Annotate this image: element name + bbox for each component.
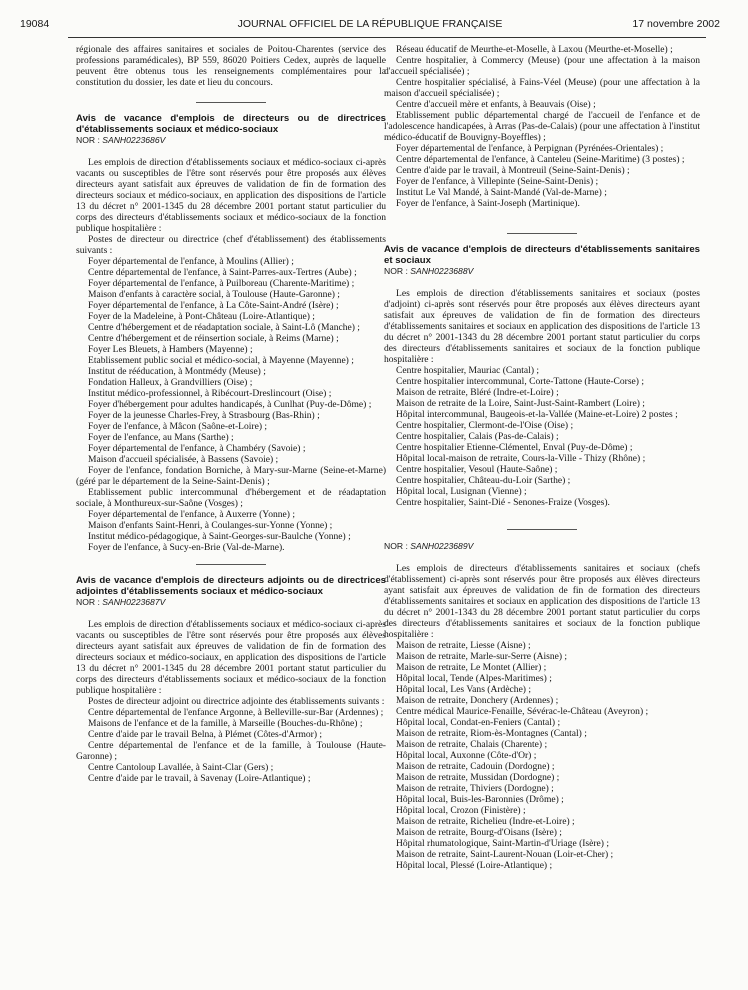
list-item: Hôpital local, Lusignan (Vienne) ; (396, 486, 527, 497)
list-item: Hôpital intercommunal, Baugeois-et-la-Vallée (Maine-et-Loire) 2 postes ; (396, 409, 678, 420)
notice-title: Avis de vacance d'emplois de directeurs d'établissements sanitaires et sociaux (384, 244, 700, 266)
list-item: Etablissement public intercommunal d'hébergement et de réadaptation sociale, à Monthureux-sur-Saône (Vosges) ; (76, 487, 386, 509)
list-item: Hôpital local, Les Vans (Ardèche) ; (396, 684, 532, 695)
list-item: Maison d'enfants à caractère social, à Toulouse (Haute-Garonne) ; (88, 289, 340, 300)
list-item: Foyer Les Bleuets, à Hambers (Mayenne) ; (88, 344, 253, 355)
list-item: Institut Le Val Mandé, à Saint-Mandé (Val-de-Marne) ; (396, 187, 607, 198)
list-item: Centre hospitalier spécialisé, à Fains-Véel (Meuse) (pour une affectation à la maison d'accueil spécialisée) ; (384, 77, 700, 99)
establishment-list (384, 44, 700, 209)
list-item: Centre d'hébergement et de réadaptation sociale, à Saint-Lô (Manche) ; (88, 322, 360, 333)
list-item: Hôpital local, Plessé (Loire-Atlantique) ; (396, 860, 553, 871)
list-item: Foyer de la Madeleine, à Pont-Château (Loire-Atlantique) ; (88, 311, 315, 322)
list-item: Maison de retraite, Richelieu (Indre-et-Loire) ; (396, 816, 575, 827)
list-item: Hôpital local-maison de retraite, Cours-la-Ville - Thizy (Rhône) ; (396, 453, 646, 464)
right-column (384, 44, 700, 871)
list-item: Centre médical Maurice-Fenaille, Sévérac-le-Château (Aveyron) ; (396, 706, 649, 717)
list-item: Institut de rééducation, à Montmédy (Meuse) ; (88, 366, 266, 377)
notice-body: Les emplois de direction d'établissements sanitaires et sociaux (postes d'adjoint) ci-après sont réservés pour être proposés aux élèves directeurs ayant satisfait aux épreuves de validation de fin de formation des directeurs d'établissements sanitaires et sociaux en application des dispositions de l'article 13 du décret n° 2001-1343 du 28 décembre 2001 portant statut particulier du corps des directeurs d'établissements sanitaires et sociaux de la fonction publique hospitalière : (384, 288, 700, 365)
list-item: Hôpital local, Condat-en-Feniers (Cantal) ; (396, 717, 561, 728)
nor-reference (76, 135, 386, 146)
list-item: Maisons de l'enfance et de la famille, à Marseille (Bouches-du-Rhône) ; (88, 718, 363, 729)
nor-code: SANH0223689V (410, 541, 474, 551)
list-item: Maison d'enfants Saint-Henri, à Coulanges-sur-Yonne (Yonne) ; (88, 520, 333, 531)
list-item: Maison de retraite, Thiviers (Dordogne) ; (396, 783, 554, 794)
list-item: Foyer départemental de l'enfance, à Chambéry (Savoie) ; (88, 443, 306, 454)
establishment-list (384, 640, 700, 871)
list-item: Centre d'hébergement et de réinsertion sociale, à Reims (Marne) ; (88, 333, 339, 344)
nor-label: NOR : (76, 597, 100, 607)
list-item: Centre d'aide par le travail, à Savenay (Loire-Atlantique) ; (88, 773, 311, 784)
list-item: Foyer de l'enfance, à Sucy-en-Brie (Val-de-Marne). (88, 542, 285, 553)
list-item: Maison de retraite, Cadouin (Dordogne) ; (396, 761, 555, 772)
nor-reference (384, 541, 700, 552)
list-item: Hôpital local, Buis-les-Baronnies (Drôme) ; (396, 794, 564, 805)
list-item: Fondation Halleux, à Grandvilliers (Oise) ; (88, 377, 253, 388)
list-item: Maison de retraite, Bourg-d'Oisans (Isère) ; (396, 827, 562, 838)
list-item: Foyer départemental de l'enfance, à Perpignan (Pyrénées-Orientales) ; (396, 143, 664, 154)
list-item: Maison de retraite, Saint-Laurent-Nouan (Loir-et-Cher) ; (396, 849, 614, 860)
list-item: Centre d'accueil mère et enfants, à Beauvais (Oise) ; (396, 99, 596, 110)
notice-title: Avis de vacance d'emplois de directeurs adjoints ou de directrices adjointes d'établissements sociaux et médico-sociaux (76, 575, 386, 597)
notice-subhead: Postes de directeur ou directrice (chef d'établissement) des établissements suivants : (76, 234, 386, 256)
list-item: Hôpital local, Crozon (Finistère) ; (396, 805, 526, 816)
list-item: Maison de retraite, Chalais (Charente) ; (396, 739, 548, 750)
nor-label: NOR : (76, 135, 100, 145)
list-item: Centre hospitalier intercommunal, Corte-Tattone (Haute-Corse) ; (396, 376, 644, 387)
list-item: Etablissement public départemental chargé de l'accueil de l'enfance et de l'adolescence handicapées, à Arras (Pas-de-Calais) (pour une affectation à l'institut médico-éducatif de Bouvigny-Boyeffles) ; (384, 110, 700, 143)
list-item: Hôpital local, Auxonne (Côte-d'Or) ; (396, 750, 537, 761)
nor-label: NOR : (384, 541, 408, 551)
issue-date: 17 novembre 2002 (632, 18, 720, 30)
list-item: Maison de retraite, Marle-sur-Serre (Aisne) ; (396, 651, 568, 662)
nor-code: SANH0223687V (102, 597, 166, 607)
list-item: Foyer départemental de l'enfance, à Puilboreau (Charente-Maritime) ; (88, 278, 355, 289)
list-item: Hôpital local, Tende (Alpes-Maritimes) ; (396, 673, 552, 684)
nor-code: SANH0223688V (410, 266, 474, 276)
list-item: Foyer de l'enfance, fondation Borniche, à Mary-sur-Marne (Seine-et-Marne) (géré par le département de la Seine-Saint-Denis) ; (76, 465, 386, 487)
list-item: Maison de retraite, Liesse (Aisne) ; (396, 640, 531, 651)
list-item: Maison d'accueil spécialisée, à Bassens (Savoie) ; (88, 454, 279, 465)
nor-label: NOR : (384, 266, 408, 276)
list-item: Réseau éducatif de Meurthe-et-Moselle, à Laxou (Meurthe-et-Moselle) ; (396, 44, 673, 55)
page-header (20, 18, 720, 34)
notice-body: Les emplois de direction d'établissements sociaux et médico-sociaux ci-après vacants ou susceptibles de l'être sont réservés pour être proposés aux élèves directeurs ayant satisfait aux épreuves de validation de fin de formation des directeurs sociaux et médico-sociaux, en application des dispositions de l'article 13 du décret n° 2001-1345 du 28 décembre 2001 portant statut particulier du corps des directeurs d'établissements sociaux et médico-sociaux de la fonction publique hospitalière : (76, 619, 386, 696)
list-item: Centre départemental de l'enfance Argonne, à Belleville-sur-Bar (Ardennes) ; (88, 707, 384, 718)
list-item: Centre hospitalier, Saint-Dié - Senones-Fraize (Vosges). (396, 497, 610, 508)
notice-subhead: Postes de directeur adjoint ou directrice adjointe des établissements suivants : (88, 696, 385, 707)
list-item: Institut médico-professionnel, à Ribécourt-Dreslincourt (Oise) ; (88, 388, 332, 399)
list-item: Centre d'aide par le travail Belna, à Plémet (Côtes-d'Armor) ; (88, 729, 323, 740)
list-item: Foyer de l'enfance, au Mans (Sarthe) ; (88, 432, 234, 443)
list-item: Centre d'aide par le travail, à Montreuil (Seine-Saint-Denis) ; (396, 165, 630, 176)
notice-body: Les emplois de directeurs d'établissements sanitaires et sociaux (chefs d'établissement) ci-après sont réservés pour être proposés aux élèves directeurs ayant satisfait aux épreuves de validation de fin de formation des directeurs d'établissements sanitaires et sociaux en application des dispositions de l'article 13 du décret n° 2001-1343 du 28 décembre 2001 portant statut particulier du corps des directeurs d'établissements sanitaires et sociaux de la fonction publique hospitalière : (384, 563, 700, 640)
list-item: Centre hospitalier, Château-du-Loir (Sarthe) ; (396, 475, 571, 486)
page-number: 19084 (20, 18, 50, 30)
list-item: Foyer de l'enfance, à Saint-Joseph (Martinique). (396, 198, 580, 209)
establishment-list (76, 256, 386, 553)
list-item: Maison de retraite de la Loire, Saint-Just-Saint-Rambert (Loire) ; (396, 398, 645, 409)
list-item: Centre hospitalier, Calais (Pas-de-Calais) ; (396, 431, 559, 442)
list-item: Centre départemental de l'enfance, à Saint-Parres-aux-Tertres (Aube) ; (88, 267, 357, 278)
list-item: Centre hospitalier, à Commercy (Meuse) (pour une affectation à la maison d'accueil spécialisée) ; (384, 55, 700, 77)
list-item: Maison de retraite, Riom-ès-Montagnes (Cantal) ; (396, 728, 587, 739)
list-item: Foyer de l'enfance, à Mâcon (Saône-et-Loire) ; (88, 421, 268, 432)
list-item: Centre hospitalier, Mauriac (Cantal) ; (396, 365, 540, 376)
nor-reference (76, 597, 386, 608)
list-item: Maison de retraite, Le Montet (Allier) ; (396, 662, 547, 673)
list-item: Foyer d'hébergement pour adultes handicapés, à Cunlhat (Puy-de-Dôme) ; (88, 399, 372, 410)
left-column (76, 44, 386, 784)
list-item: Maison de retraite, Bléré (Indre-et-Loire) ; (396, 387, 559, 398)
intro-paragraph: régionale des affaires sanitaires et sociales de Poitou-Charentes (service des professions paramédicales), BP 559, 86020 Poitiers Cedex, auprès de laquelle peuvent être obtenus tous les renseignements complémentaires pour la constitution du dossier, les date et lieu du concours. (76, 44, 386, 88)
nor-code: SANH0223686V (102, 135, 166, 145)
list-item: Centre hospitalier, Clermont-de-l'Oise (Oise) ; (396, 420, 574, 431)
header-rule (68, 37, 706, 38)
nor-reference (384, 266, 700, 277)
establishment-list (384, 365, 700, 508)
establishment-list (76, 707, 386, 784)
list-item: Centre Cantoloup Lavallée, à Saint-Clar (Gers) ; (88, 762, 274, 773)
list-item: Foyer de l'enfance, à Villepinte (Seine-Saint-Denis) ; (396, 176, 599, 187)
list-item: Foyer départemental de l'enfance, à La Côte-Saint-André (Isère) ; (88, 300, 339, 311)
list-item: Hôpital rhumatologique, Saint-Martin-d'Uriage (Isère) ; (396, 838, 610, 849)
list-item: Centre départemental de l'enfance, à Canteleu (Seine-Maritime) (3 postes) ; (396, 154, 685, 165)
list-item: Etablissement public social et médico-social, à Mayenne (Mayenne) ; (88, 355, 354, 366)
notice-body: Les emplois de direction d'établissements sociaux et médico-sociaux ci-après vacants ou susceptibles de l'être sont réservés pour être proposés aux élèves directeurs ayant satisfait aux épreuves de validation de fin de formation des directeurs sociaux et médico-sociaux, en application des dispositions de l'article 13 du décret n° 2001-1345 du 28 décembre 2001 portant statut particulier du corps des directeurs d'établissements sociaux et médico-sociaux de la fonction publique hospitalière : (76, 157, 386, 234)
list-item: Foyer de la jeunesse Charles-Frey, à Strasbourg (Bas-Rhin) ; (88, 410, 320, 421)
list-item: Institut médico-pédagogique, à Saint-Georges-sur-Baulche (Yonne) ; (88, 531, 351, 542)
list-item: Centre hospitalier, Vesoul (Haute-Saône) ; (396, 464, 558, 475)
list-item: Foyer départemental de l'enfance, à Auxerre (Yonne) ; (88, 509, 295, 520)
list-item: Maison de retraite, Mussidan (Dordogne) ; (396, 772, 560, 783)
journal-title: JOURNAL OFFICIEL DE LA RÉPUBLIQUE FRANÇAISE (237, 18, 503, 30)
list-item: Centre hospitalier Etienne-Clémentel, Enval (Puy-de-Dôme) ; (396, 442, 633, 453)
list-item: Maison de retraite, Donchery (Ardennes) ; (396, 695, 559, 706)
list-item: Centre départemental de l'enfance et de la famille, à Toulouse (Haute-Garonne) ; (76, 740, 386, 762)
list-item: Foyer départemental de l'enfance, à Moulins (Allier) ; (88, 256, 294, 267)
notice-title: Avis de vacance d'emplois de directeurs ou de directrices d'établissements sociaux et médico-sociaux (76, 113, 386, 135)
